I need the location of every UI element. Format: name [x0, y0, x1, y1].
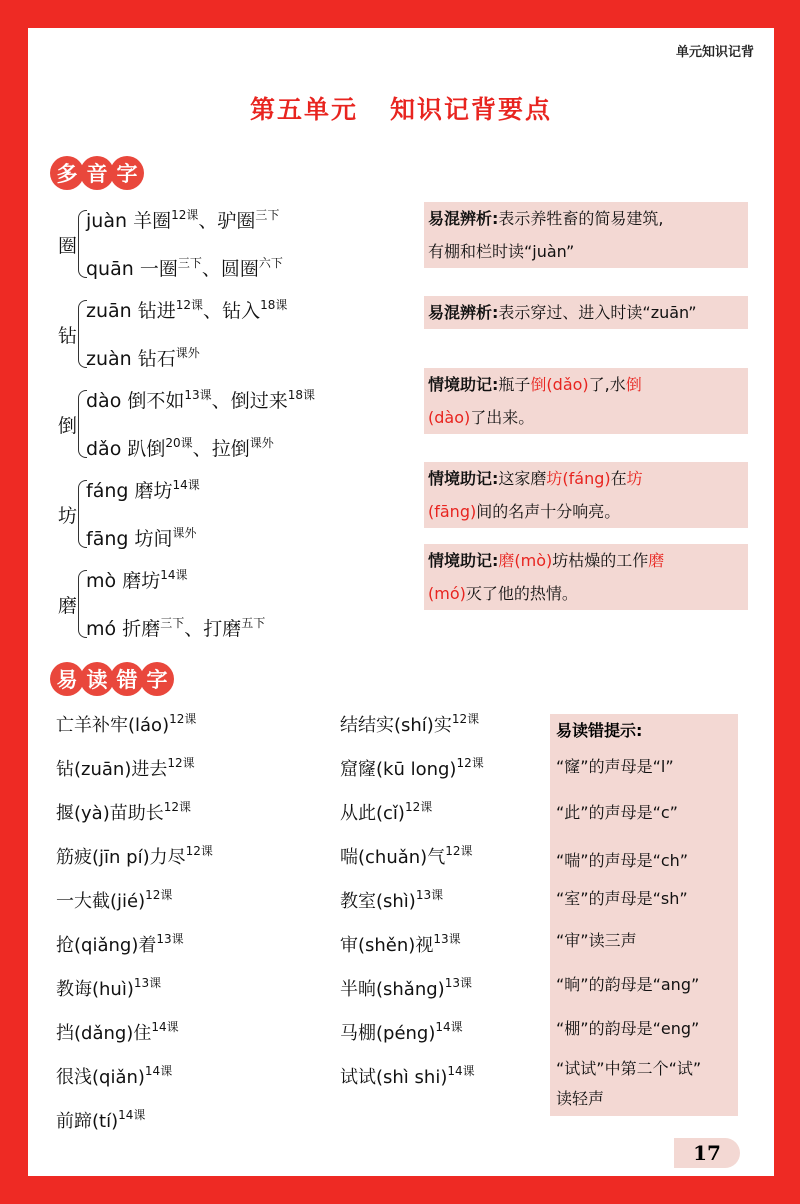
- poly-line: fáng 磨坊$^{14课}$: [86, 478, 200, 502]
- tip-item: “喘”的声母是“ch”: [556, 851, 689, 870]
- section-badge: 字: [110, 156, 144, 190]
- word-item: 前蹄(tí)$^{14课}$: [56, 1108, 146, 1132]
- section-badge: 读: [80, 662, 114, 696]
- poly-line: dào 倒不如$^{13课}$、倒过来$^{18课}$: [86, 388, 315, 412]
- note-box: 情境助记:磨(mò)坊枯燥的工作磨 (mó)灭了他的热情。: [424, 544, 748, 610]
- page-title: [28, 90, 774, 126]
- tips-box: [550, 714, 738, 1116]
- note-box: 情境助记:瓶子倒(dǎo)了,水倒 (dào)了出来。: [424, 368, 748, 434]
- tip-item: “室”的声母是“sh”: [556, 889, 688, 908]
- tip-item: “审”读三声: [556, 931, 637, 950]
- poly-line: fāng 坊间$^{课外}$: [86, 526, 197, 550]
- header-label: 单元知识记背: [675, 45, 754, 60]
- poly-line: mò 磨坊$^{14课}$: [86, 568, 188, 592]
- note-box: 易混辨析:表示穿过、进入时读“zuān”: [424, 296, 748, 329]
- word-item: 马棚(péng)$^{14课}$: [340, 1020, 463, 1044]
- poly-char: 圈: [58, 235, 78, 257]
- note-box: 情境助记:这家磨坊(fáng)在坊 (fāng)间的名声十分响亮。: [424, 462, 748, 528]
- word-item: 审(shěn)视$^{13课}$: [340, 932, 461, 956]
- word-item: 挡(dǎng)住$^{14课}$: [56, 1020, 179, 1044]
- word-item: 结结实(shí)实$^{12课}$: [340, 712, 480, 736]
- word-item: 钻(zuān)进去$^{12课}$: [56, 756, 195, 780]
- tip-item: 读轻声: [556, 1089, 605, 1108]
- poly-char: 倒: [58, 415, 78, 437]
- word-item: 亡羊补牢(láo)$^{12课}$: [56, 712, 197, 736]
- section-badge: 错: [110, 662, 144, 696]
- word-item: 筋疲(jīn pí)力尽$^{12课}$: [56, 844, 213, 868]
- word-item: 窟窿(kū long)$^{12课}$: [340, 756, 484, 780]
- poly-line: zuān 钻进$^{12课}$、钻入$^{18课}$: [86, 298, 288, 322]
- poly-line: zuàn 钻石$^{课外}$: [86, 346, 200, 370]
- poly-line: mó 折磨$^{三下}$、打磨$^{五下}$: [86, 616, 266, 640]
- tip-item: “试试”中第二个“试”: [556, 1059, 702, 1078]
- word-item: 抢(qiǎng)着$^{13课}$: [56, 932, 184, 956]
- tip-item: “棚”的韵母是“eng”: [556, 1019, 700, 1038]
- word-item: 喘(chuǎn)气$^{12课}$: [340, 844, 473, 868]
- page: [28, 28, 774, 1176]
- tip-item: “此”的声母是“c”: [556, 803, 678, 822]
- section-badge: 易: [50, 662, 84, 696]
- poly-line: quān 一圈$^{三下}$、圆圈$^{六下}$: [86, 256, 283, 280]
- section-badge: 音: [80, 156, 114, 190]
- section-badge: 字: [140, 662, 174, 696]
- word-item: 揠(yà)苗助长$^{12课}$: [56, 800, 192, 824]
- title-unit: 第五单元: [249, 95, 358, 124]
- poly-char: 钻: [58, 325, 78, 347]
- tips-heading: 易读错提示:: [556, 721, 643, 740]
- word-item: 很浅(qiǎn)$^{14课}$: [56, 1064, 173, 1088]
- tip-item: “晌”的韵母是“ang”: [556, 975, 700, 994]
- poly-char: 坊: [58, 505, 78, 527]
- section-polyphonic-title: [50, 156, 140, 196]
- poly-char: 磨: [58, 595, 78, 617]
- tip-item: “窿”的声母是“l”: [556, 757, 674, 776]
- word-item: 教室(shì)$^{13课}$: [340, 888, 444, 912]
- word-item: 教诲(huì)$^{13课}$: [56, 976, 162, 1000]
- word-item: 一大截(jié)$^{12课}$: [56, 888, 173, 912]
- note-box: 易混辨析:表示养牲畜的简易建筑, 有棚和栏时读“juàn”: [424, 202, 748, 268]
- poly-line: dǎo 趴倒$^{20课}$、拉倒$^{课外}$: [86, 436, 274, 460]
- word-item: 试试(shì shi)$^{14课}$: [340, 1064, 475, 1088]
- section-badge: 多: [50, 156, 84, 190]
- title-topic: 知识记背要点: [390, 95, 553, 124]
- section-misread-title: [50, 662, 170, 702]
- poly-line: juàn 羊圈$^{12课}$、驴圈$^{三下}$: [86, 208, 280, 232]
- page-number: 17: [674, 1138, 740, 1168]
- word-item: 从此(cǐ)$^{12课}$: [340, 800, 433, 824]
- word-item: 半晌(shǎng)$^{13课}$: [340, 976, 472, 1000]
